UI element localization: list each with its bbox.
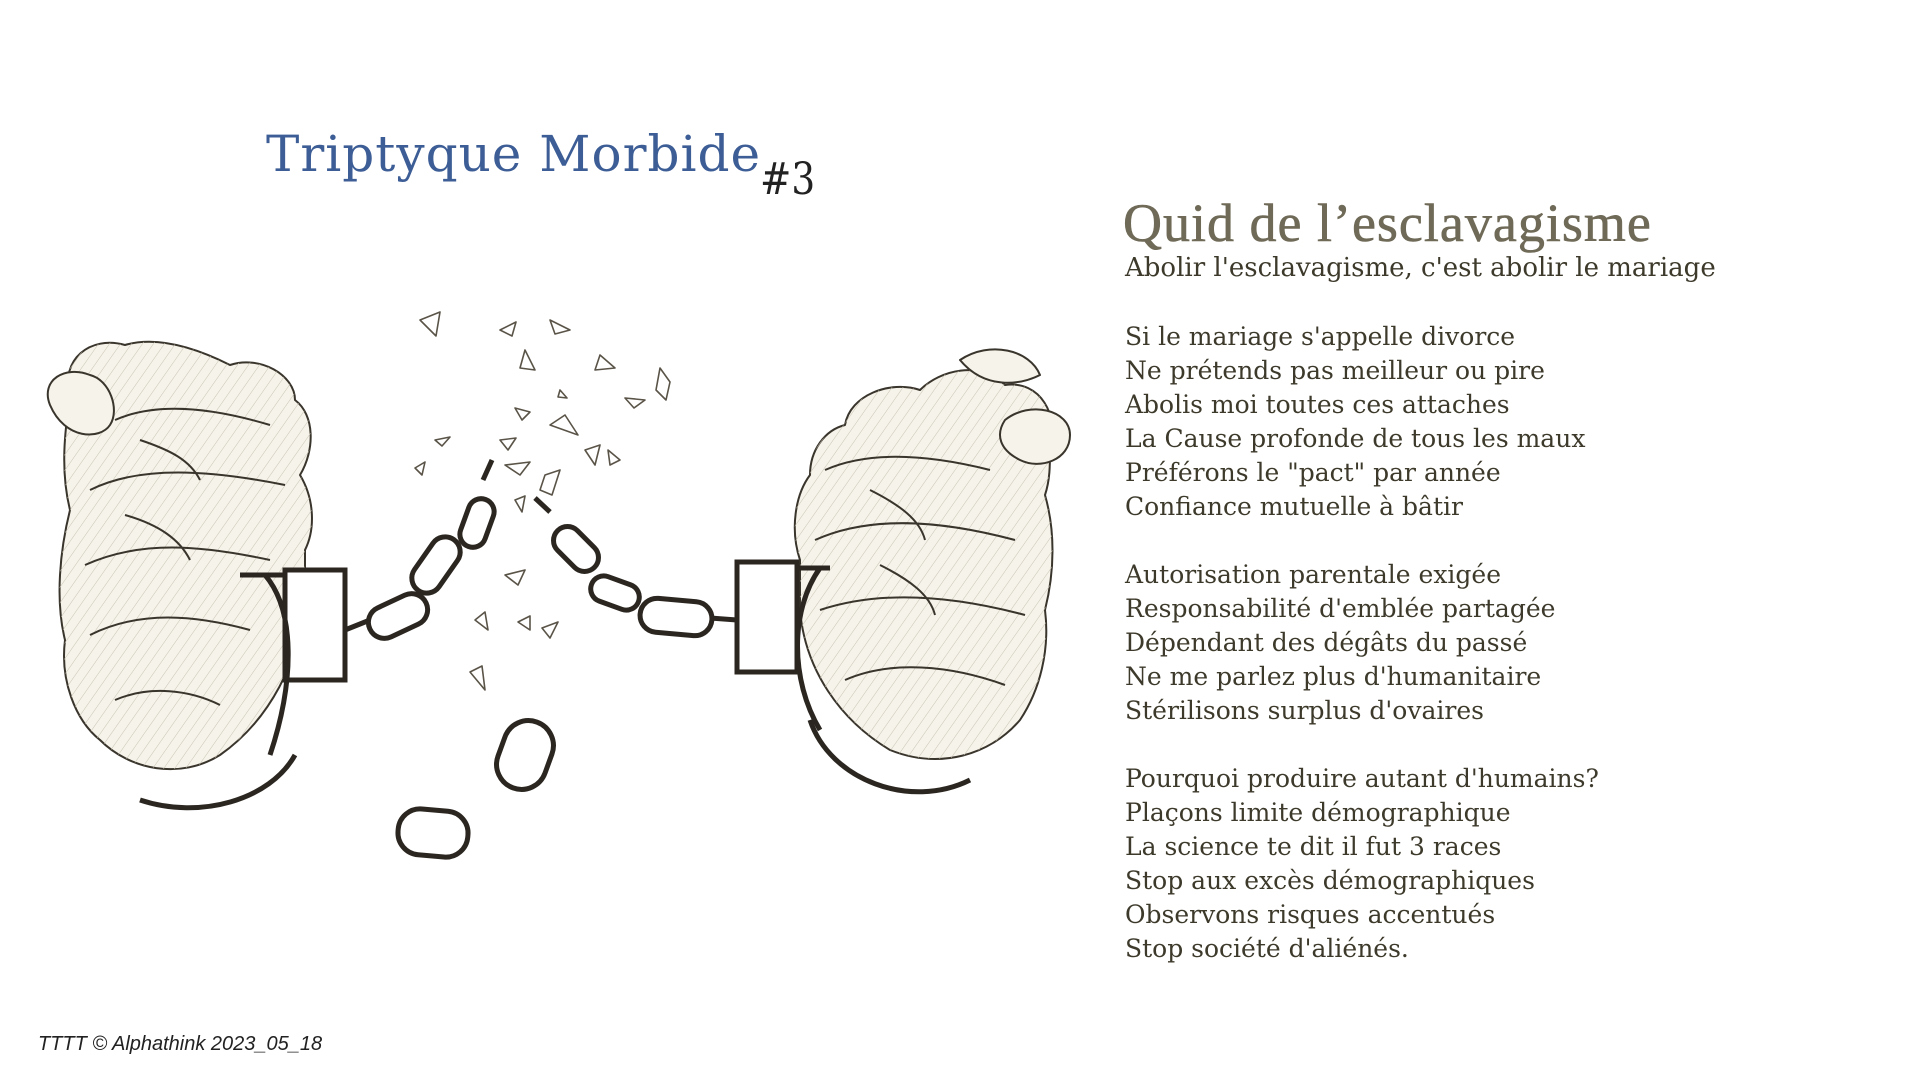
verse: Autorisation parentale exigée xyxy=(1125,560,1502,589)
verse: Plaçons limite démographique xyxy=(1125,798,1511,827)
left-fist xyxy=(48,342,312,769)
verse: Ne me parlez plus d'humanitaire xyxy=(1125,662,1542,691)
verse: La science te dit il fut 3 races xyxy=(1125,832,1502,861)
verse: Confiance mutuelle à bâtir xyxy=(1125,492,1463,521)
stanza-2 xyxy=(1125,558,1599,728)
verse: Préférons le "pact" par année xyxy=(1125,458,1501,487)
verse: Pourquoi produire autant d'humains? xyxy=(1125,764,1599,793)
verse: Stop société d'aliénés. xyxy=(1125,934,1409,963)
right-chain xyxy=(535,498,737,637)
poem-title: Quid de l’esclavagisme xyxy=(1123,193,1652,253)
verse: La Cause profonde de tous les maux xyxy=(1125,424,1586,453)
verse: Stop aux excès démographiques xyxy=(1125,866,1535,895)
poem-subtitle: Abolir l'esclavagisme, c'est abolir le mariage xyxy=(1125,253,1716,283)
verse: Abolis moi toutes ces attaches xyxy=(1125,390,1510,419)
broken-handcuffs-illustration xyxy=(30,300,1080,880)
episode-number: #3 xyxy=(760,154,816,205)
series-title: Triptyque Morbide xyxy=(266,125,762,183)
chain-shards xyxy=(415,312,670,690)
copyright-notice: TTTT © Alphathink 2023_05_18 xyxy=(38,1033,323,1055)
verse: Si le mariage s'appelle divorce xyxy=(1125,322,1516,351)
stanza-1 xyxy=(1125,320,1599,524)
verse: Observons risques accentués xyxy=(1125,900,1496,929)
verse: Ne prétends pas meilleur ou pire xyxy=(1125,356,1545,385)
verse: Dépendant des dégâts du passé xyxy=(1125,628,1528,657)
poem-body xyxy=(1125,320,1599,1000)
broken-links xyxy=(396,714,560,859)
verse: Responsabilité d'emblée partagée xyxy=(1125,594,1556,623)
left-chain xyxy=(345,460,498,644)
right-fist xyxy=(795,349,1070,759)
stanza-3 xyxy=(1125,762,1599,966)
verse: Stérilisons surplus d'ovaires xyxy=(1125,696,1484,725)
